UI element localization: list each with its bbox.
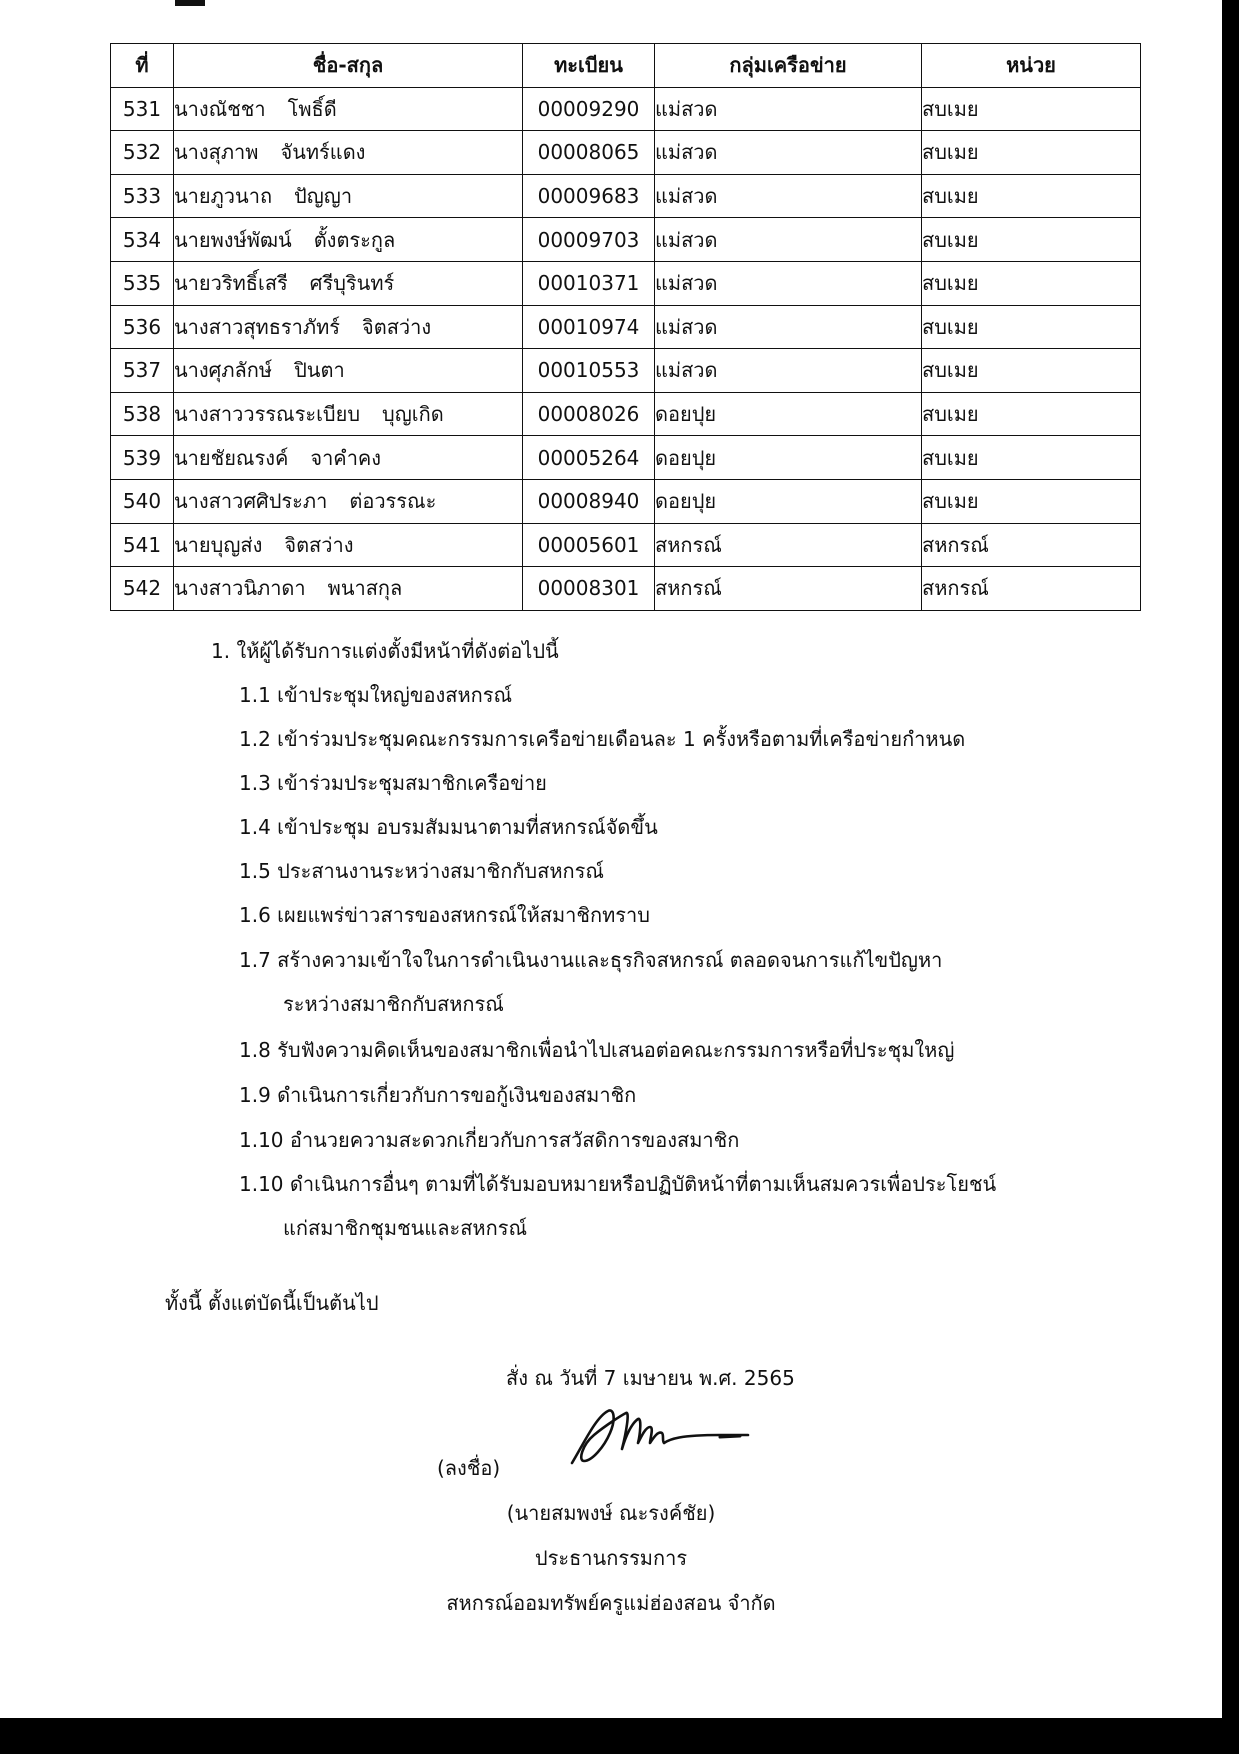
member-first-name: นางสาวสุทธราภัทร์ xyxy=(174,314,341,339)
registration-number: 00010371 xyxy=(523,261,655,305)
row-number: 532 xyxy=(111,131,174,175)
table-row xyxy=(111,349,1141,393)
table-row xyxy=(111,87,1141,131)
member-last-name: จิตสว่าง xyxy=(362,314,432,339)
unit-name: สบเมย xyxy=(922,218,1141,262)
duty-item-continuation: แก่สมาชิกชุมชนและสหกรณ์ xyxy=(283,1216,527,1240)
duty-item-continuation: ระหว่างสมาชิกกับสหกรณ์ xyxy=(283,992,504,1016)
registration-number: 00010553 xyxy=(523,349,655,393)
member-name xyxy=(174,261,523,305)
registration-number: 00008301 xyxy=(523,567,655,611)
member-name xyxy=(174,523,523,567)
order-date: สั่ง ณ วันที่ 7 เมษายน พ.ศ. 2565 xyxy=(506,1366,795,1390)
member-name xyxy=(174,349,523,393)
member-first-name: นางสาวนิภาดา xyxy=(174,576,306,601)
signer-organization: สหกรณ์ออมทรัพย์ครูแม่ฮ่องสอน จำกัด xyxy=(446,1591,776,1615)
network-group: สหกรณ์ xyxy=(655,567,922,611)
member-name xyxy=(174,218,523,262)
network-group: ดอยปุย xyxy=(655,392,922,436)
row-number: 536 xyxy=(111,305,174,349)
member-table-body xyxy=(111,87,1141,610)
table-row xyxy=(111,174,1141,218)
header-no: ที่ xyxy=(111,44,174,88)
duty-item: 1.3 เข้าร่วมประชุมสมาชิกเครือข่าย xyxy=(239,771,547,795)
header-unit: หน่วย xyxy=(922,44,1141,88)
table-header-row xyxy=(111,44,1141,88)
member-name xyxy=(174,305,523,349)
member-first-name: นางศุภลักษ์ xyxy=(174,358,273,383)
row-number: 537 xyxy=(111,349,174,393)
signature-label: (ลงชื่อ) xyxy=(437,1456,501,1480)
row-number: 534 xyxy=(111,218,174,262)
member-last-name: บุญเกิด xyxy=(382,402,444,427)
table-row xyxy=(111,305,1141,349)
member-name xyxy=(174,87,523,131)
unit-name: สบเมย xyxy=(922,87,1141,131)
member-first-name: นางสุภาพ xyxy=(174,140,259,165)
member-first-name: นายพงษ์พัฒน์ xyxy=(174,227,292,252)
member-first-name: นางสาวศศิประภา xyxy=(174,489,328,514)
table-row xyxy=(111,392,1141,436)
signer-name: (นายสมพงษ์ ณะรงค์ชัย) xyxy=(506,1501,716,1525)
unit-name: สหกรณ์ xyxy=(922,567,1141,611)
duty-item: 1.5 ประสานงานระหว่างสมาชิกกับสหกรณ์ xyxy=(239,859,604,883)
table-row xyxy=(111,436,1141,480)
duty-item: 1.1 เข้าประชุมใหญ่ของสหกรณ์ xyxy=(239,683,513,707)
row-number: 535 xyxy=(111,261,174,305)
unit-name: สบเมย xyxy=(922,305,1141,349)
table-row xyxy=(111,218,1141,262)
duty-item: 1.8 รับฟังความคิดเห็นของสมาชิกเพื่อนำไปเสนอต่อคณะกรรมการหรือที่ประชุมใหญ่ xyxy=(239,1038,955,1062)
duty-item: 1.9 ดำเนินการเกี่ยวกับการขอกู้เงินของสมาชิก xyxy=(239,1083,637,1107)
closing-statement: ทั้งนี้ ตั้งแต่บัดนี้เป็นต้นไป xyxy=(165,1291,379,1315)
table-row xyxy=(111,131,1141,175)
row-number: 542 xyxy=(111,567,174,611)
member-last-name: พนาสกุล xyxy=(327,576,403,601)
duty-item: 1.10 อำนวยความสะดวกเกี่ยวกับการสวัสดิการของสมาชิก xyxy=(239,1128,740,1152)
handwritten-signature xyxy=(570,1405,750,1475)
duty-item: 1.10 ดำเนินการอื่นๆ ตามที่ได้รับมอบหมายหรือปฏิบัติหน้าที่ตามเห็นสมควรเพื่อประโยชน์ xyxy=(239,1172,997,1196)
member-table xyxy=(110,43,1141,611)
member-first-name: นางสาววรรณระเบียบ xyxy=(174,402,361,427)
member-first-name: นายวริทธิ์เสรี xyxy=(174,271,288,296)
table-row xyxy=(111,567,1141,611)
row-number: 538 xyxy=(111,392,174,436)
header-registration: ทะเบียน xyxy=(523,44,655,88)
row-number: 541 xyxy=(111,523,174,567)
network-group: แม่สวด xyxy=(655,174,922,218)
unit-name: สบเมย xyxy=(922,261,1141,305)
network-group: แม่สวด xyxy=(655,131,922,175)
scan-edge-bottom xyxy=(0,1718,1239,1754)
network-group: แม่สวด xyxy=(655,218,922,262)
row-number: 539 xyxy=(111,436,174,480)
member-name xyxy=(174,131,523,175)
page-top-mark xyxy=(175,0,205,6)
registration-number: 00010974 xyxy=(523,305,655,349)
table-row xyxy=(111,523,1141,567)
registration-number: 00005264 xyxy=(523,436,655,480)
row-number: 540 xyxy=(111,479,174,523)
header-name: ชื่อ-สกุล xyxy=(174,44,523,88)
unit-name: สบเมย xyxy=(922,436,1141,480)
duty-item: 1.2 เข้าร่วมประชุมคณะกรรมการเครือข่ายเดือนละ 1 ครั้งหรือตามที่เครือข่ายกำหนด xyxy=(239,727,966,751)
duty-item: 1.6 เผยแพร่ข่าวสารของสหกรณ์ให้สมาชิกทราบ xyxy=(239,903,650,927)
network-group: แม่สวด xyxy=(655,305,922,349)
member-last-name: จันทร์แดง xyxy=(280,140,366,165)
signer-position: ประธานกรรมการ xyxy=(534,1546,688,1570)
network-group: แม่สวด xyxy=(655,87,922,131)
member-name xyxy=(174,392,523,436)
member-name xyxy=(174,479,523,523)
member-last-name: ปินตา xyxy=(294,358,345,383)
member-last-name: ศรีบุรินทร์ xyxy=(309,271,395,296)
member-name xyxy=(174,567,523,611)
table-row xyxy=(111,479,1141,523)
duty-item: 1.7 สร้างความเข้าใจในการดำเนินงานและธุรกิจสหกรณ์ ตลอดจนการแก้ไขปัญหา xyxy=(239,948,943,972)
member-first-name: นายชัยณรงค์ xyxy=(174,445,289,470)
member-last-name: โพธิ์ดี xyxy=(287,96,337,121)
member-first-name: นางณัชชา xyxy=(174,96,266,121)
member-last-name: ปัญญา xyxy=(294,184,353,209)
member-name xyxy=(174,436,523,480)
scan-edge-right xyxy=(1222,0,1239,1754)
member-first-name: นายภูวนาถ xyxy=(174,184,273,209)
row-number: 531 xyxy=(111,87,174,131)
row-number: 533 xyxy=(111,174,174,218)
table-row xyxy=(111,261,1141,305)
unit-name: สบเมย xyxy=(922,392,1141,436)
network-group: ดอยปุย xyxy=(655,479,922,523)
member-last-name: จิตสว่าง xyxy=(284,532,354,557)
duty-item: 1.4 เข้าประชุม อบรมสัมมนาตามที่สหกรณ์จัดขึ้น xyxy=(239,815,658,839)
registration-number: 00008065 xyxy=(523,131,655,175)
network-group: แม่สวด xyxy=(655,261,922,305)
header-network: กลุ่มเครือข่าย xyxy=(655,44,922,88)
registration-number: 00005601 xyxy=(523,523,655,567)
network-group: แม่สวด xyxy=(655,349,922,393)
network-group: ดอยปุย xyxy=(655,436,922,480)
unit-name: สบเมย xyxy=(922,479,1141,523)
unit-name: สหกรณ์ xyxy=(922,523,1141,567)
registration-number: 00009703 xyxy=(523,218,655,262)
duties-intro: 1. ให้ผู้ได้รับการแต่งตั้งมีหน้าที่ดังต่อไปนี้ xyxy=(211,639,559,663)
unit-name: สบเมย xyxy=(922,174,1141,218)
unit-name: สบเมย xyxy=(922,349,1141,393)
member-first-name: นายบุญส่ง xyxy=(174,532,263,557)
member-last-name: ต่อวรรณะ xyxy=(349,489,437,514)
registration-number: 00008940 xyxy=(523,479,655,523)
registration-number: 00009290 xyxy=(523,87,655,131)
unit-name: สบเมย xyxy=(922,131,1141,175)
member-last-name: ตั้งตระกูล xyxy=(313,227,396,252)
member-last-name: จาคำคง xyxy=(310,445,382,470)
registration-number: 00009683 xyxy=(523,174,655,218)
registration-number: 00008026 xyxy=(523,392,655,436)
network-group: สหกรณ์ xyxy=(655,523,922,567)
member-name xyxy=(174,174,523,218)
